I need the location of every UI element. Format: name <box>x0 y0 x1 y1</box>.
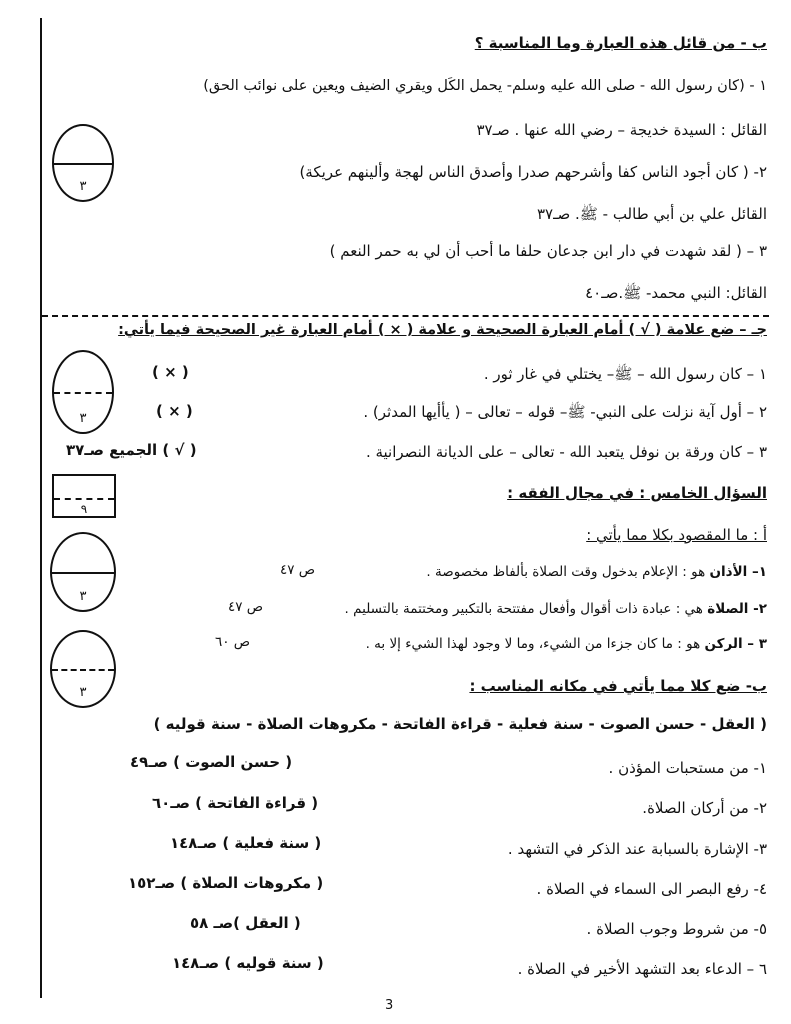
fill-answer-1: ( حسن الصوت ) صـ٤٩ <box>130 753 293 771</box>
def-item-2 <box>345 601 767 617</box>
fill-answer-2: ( قراءة الفاتحة ) صـ٦٠ <box>152 794 319 812</box>
fill-answer-3: ( سنة فعلية ) صـ١٤٨ <box>170 834 322 852</box>
score-box-q5 <box>52 474 116 518</box>
fill-item-5: ٥- من شروط وجوب الصلاة . <box>586 920 767 938</box>
score-a: ٣ <box>79 589 87 604</box>
section-b2-heading: ب- ضع كلا مما يأتي في مكانه المناسب : <box>469 677 767 695</box>
fill-answer-4: ( مكروهات الصلاة ) صـ١٥٢ <box>128 874 324 892</box>
fill-item-1: ١- من مستحبات المؤذن . <box>608 759 767 777</box>
section-b1-heading: ب - من قائل هذه العبارة وما المناسبة ؟ <box>474 34 767 52</box>
def-text-3: هو : ما كان جزءا من الشيء، وما لا وجود لهذا الشيء إلا به . <box>365 636 705 652</box>
fill-item-3: ٣- الإشارة بالسبابة عند الذكر في التشهد . <box>507 840 767 858</box>
def-term-1: ١– الأذان <box>709 564 767 580</box>
def-ref-2: ص ٤٧ <box>228 599 264 615</box>
page-number: 3 <box>385 998 394 1013</box>
tf-mark-2: ( × ) <box>156 402 193 420</box>
def-item-1 <box>426 564 767 580</box>
def-text-1: هو : الإعلام بدخول وقت الصلاة بألفاظ مخصوصة . <box>426 564 710 580</box>
divider <box>42 315 769 317</box>
total-q5: ٩ <box>80 502 88 516</box>
tf-mark-1: ( × ) <box>152 363 189 381</box>
answer-3: القائل: النبي محمد- ﷺ.صـ٤٠ <box>585 284 767 302</box>
tf-item-1: ١ – كان رسول الله – ﷺ– يختلي في غار ثور . <box>483 365 767 383</box>
def-ref-1: ص ٤٧ <box>280 562 316 578</box>
fill-answer-6: ( سنة قوليه ) صـ١٤٨ <box>172 954 324 972</box>
answer-1: القائل : السيدة خديجة – رضي الله عنها . صـ٣٧ <box>476 121 767 139</box>
score-j: ٣ <box>79 411 87 426</box>
score-b1: ٣ <box>79 179 87 194</box>
score-oval-a <box>50 532 116 612</box>
quote-2: ٢- ( كان أجود الناس كفا وأشرحهم صدرا وأصدق الناس لهجة وألينهم عريكة) <box>299 163 767 181</box>
def-text-2: هي : عبادة ذات أقوال وأفعال مفتتحة بالتكبير ومختتمة بالتسليم . <box>344 601 708 617</box>
def-term-2: ٢- الصلاة <box>707 601 767 617</box>
quote-1: ١ - (كان رسول الله - صلى الله عليه وسلم- يحمل الكَل ويقري الضيف ويعين على نوائب الحق) <box>203 78 767 94</box>
q5-heading: السؤال الخامس : في مجال الفقه : <box>507 484 767 502</box>
score-oval-j <box>52 350 114 434</box>
section-j-heading: جـ – ضع علامة ( √ ) أمام العبارة الصحيحة و علامة ( × ) أمام العبارة غير الصحيحة فيما يأتي: <box>118 322 767 338</box>
tf-item-2: ٢ – أول آية نزلت على النبي- ﷺ– قوله – تعالى – ( يأأيها المدثر) . <box>363 403 767 421</box>
def-item-3 <box>366 636 767 652</box>
def-ref-3: ص ٦٠ <box>215 634 251 650</box>
fill-item-2: ٢- من أركان الصلاة. <box>642 799 767 817</box>
tf-item-3: ٣ – كان ورقة بن نوفل يتعبد الله - تعالى – على الديانة النصرانية . <box>365 443 767 461</box>
score-oval-b1 <box>52 124 114 202</box>
quote-3: ٣ – ( لقد شهدت في دار ابن جدعان حلفا ما أحب أن لي به حمر النعم ) <box>329 242 767 260</box>
tf-mark-3: ( √ ) الجميع صـ٣٧ <box>66 441 197 459</box>
fill-answer-5: ( العقل )صـ ٥٨ <box>190 914 301 932</box>
section-a-heading: أ : ما المقصود بكلا مما يأتي : <box>586 526 767 544</box>
score-b2: ٣ <box>79 685 87 700</box>
answer-2: القائل علي بن أبي طالب - ﷺ. صـ٣٧ <box>536 205 767 223</box>
word-bank: ( العقل - حسن الصوت - سنة فعلية - قراءة الفاتحة - مكروهات الصلاة - سنة قوليه ) <box>153 715 767 733</box>
fill-item-4: ٤- رفع البصر الى السماء في الصلاة . <box>536 880 767 898</box>
def-term-3: ٣ – الركن <box>704 636 767 652</box>
score-oval-b2 <box>50 630 116 708</box>
fill-item-6: ٦ – الدعاء بعد التشهد الأخير في الصلاة . <box>517 960 767 978</box>
